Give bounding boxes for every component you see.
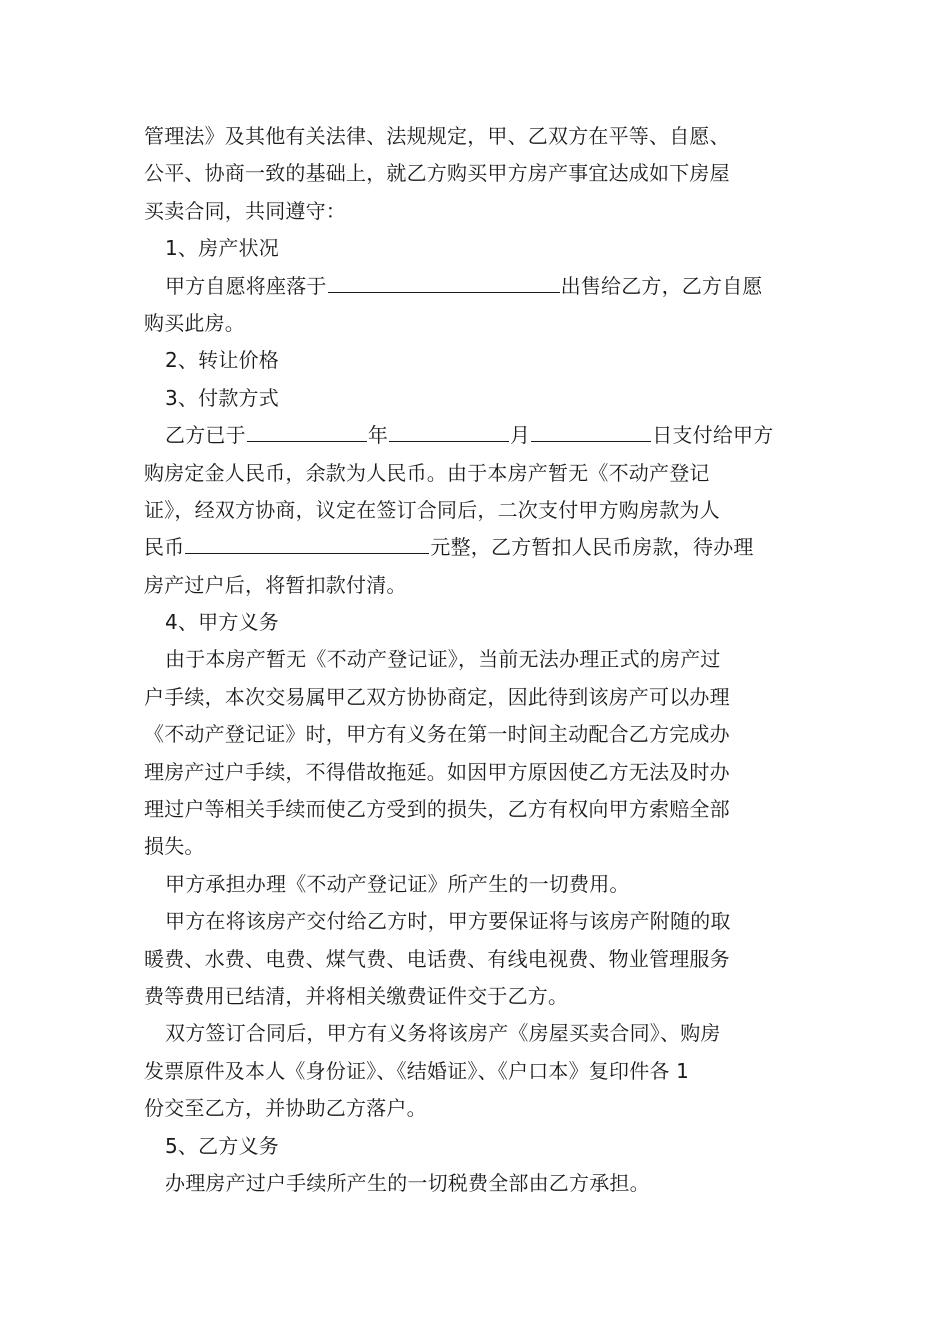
paragraph-line [144, 268, 812, 305]
paragraph-line [144, 417, 812, 454]
fill-in-blank[interactable] [185, 531, 429, 554]
paragraph-line [144, 1053, 812, 1090]
paragraph-line [144, 118, 812, 155]
paragraph-line [144, 903, 812, 940]
line-text: 损失。 [144, 834, 205, 859]
paragraph-line [144, 342, 812, 379]
paragraph-line [144, 604, 812, 641]
paragraph-line [144, 305, 812, 342]
paragraph-line [144, 978, 812, 1015]
line-text: 公平、协商一致的基础上，就乙方购买甲方房产事宜达成如下房屋 [144, 161, 730, 186]
line-text: 甲方承担办理《不动产登记证》所产生的一切费用。 [165, 871, 630, 896]
paragraph-line [144, 791, 812, 828]
line-text: 3、付款方式 [165, 385, 279, 410]
line-text: 份交至乙方，并协助乙方落户。 [144, 1096, 427, 1121]
paragraph-line [144, 380, 812, 417]
fill-in-blank[interactable] [531, 419, 651, 442]
paragraph-line [144, 1090, 812, 1127]
paragraph-line [144, 529, 812, 566]
fill-in-blank[interactable] [247, 419, 367, 442]
line-text: 购房定金人民币，余款为人民币。由于本房产暂无《不动产登记 [144, 460, 710, 485]
line-text: 户手续，本次交易属甲乙双方协协商定，因此待到该房产可以办理 [144, 684, 730, 709]
line-text: 乙方已于 [165, 423, 246, 448]
line-text: 暖费、水费、电费、煤气费、电话费、有线电视费、物业管理服务 [144, 946, 730, 971]
contract-body [144, 118, 812, 1202]
paragraph-line [144, 1128, 812, 1165]
line-text: 月 [510, 423, 531, 448]
line-text: 民币 [144, 535, 185, 560]
line-text: 由于本房产暂无《不动产登记证》，当前无法办理正式的房产过 [165, 647, 721, 672]
paragraph-line [144, 754, 812, 791]
line-text: 理房产过户手续，不得借故拖延。如因甲方原因使乙方无法及时办 [144, 759, 730, 784]
line-text: 购买此房。 [144, 310, 245, 335]
paragraph-line [144, 941, 812, 978]
line-text: 甲方自愿将座落于 [165, 273, 327, 298]
paragraph-line [144, 828, 812, 865]
line-text: 理过户等相关手续而使乙方受到的损失，乙方有权向甲方索赔全部 [144, 797, 730, 822]
line-text: 证》，经双方协商，议定在签订合同后，二次支付甲方购房款为人 [144, 497, 720, 522]
paragraph-line [144, 866, 812, 903]
line-text: 双方签订合同后，甲方有义务将该房产《房屋买卖合同》、购房 [165, 1021, 721, 1046]
line-text: 房产过户后，将暂扣款付清。 [144, 572, 407, 597]
fill-in-blank[interactable] [328, 270, 560, 293]
paragraph-line [144, 230, 812, 267]
line-text: 4、甲方义务 [165, 610, 279, 635]
line-text: 5、乙方义务 [165, 1133, 279, 1158]
line-text: 2、转让价格 [165, 348, 279, 373]
paragraph-line [144, 193, 812, 230]
line-text: 1、房产状况 [165, 236, 279, 261]
line-text: 元整，乙方暂扣人民币房款，待办理 [430, 535, 754, 560]
line-text: 办理房产过户手续所产生的一切税费全部由乙方承担。 [165, 1170, 650, 1195]
line-text: 日支付给甲方 [652, 423, 774, 448]
line-text: 出售给乙方，乙方自愿 [560, 273, 763, 298]
line-text: 甲方在将该房产交付给乙方时，甲方要保证将与该房产附随的取 [165, 909, 731, 934]
fill-in-blank[interactable] [389, 419, 509, 442]
paragraph-line [144, 567, 812, 604]
paragraph-line [144, 716, 812, 753]
paragraph-line [144, 641, 812, 678]
paragraph-line [144, 155, 812, 192]
line-text: 年 [367, 423, 389, 448]
paragraph-line [144, 455, 812, 492]
line-text: 管理法》及其他有关法律、法规规定，甲、乙双方在平等、自愿、 [144, 124, 730, 148]
paragraph-line [144, 492, 812, 529]
line-text: 买卖合同，共同遵守： [144, 198, 346, 223]
paragraph-line [144, 1015, 812, 1052]
paragraph-line [144, 1165, 812, 1202]
paragraph-line [144, 679, 812, 716]
line-text: 《不动产登记证》时，甲方有义务在第一时间主动配合乙方完成办 [144, 722, 730, 747]
line-text: 费等费用已结清，并将相关缴费证件交于乙方。 [144, 983, 569, 1008]
line-text: 发票原件及本人《身份证》、《结婚证》、《户口本》复印件各 1 [144, 1058, 690, 1083]
